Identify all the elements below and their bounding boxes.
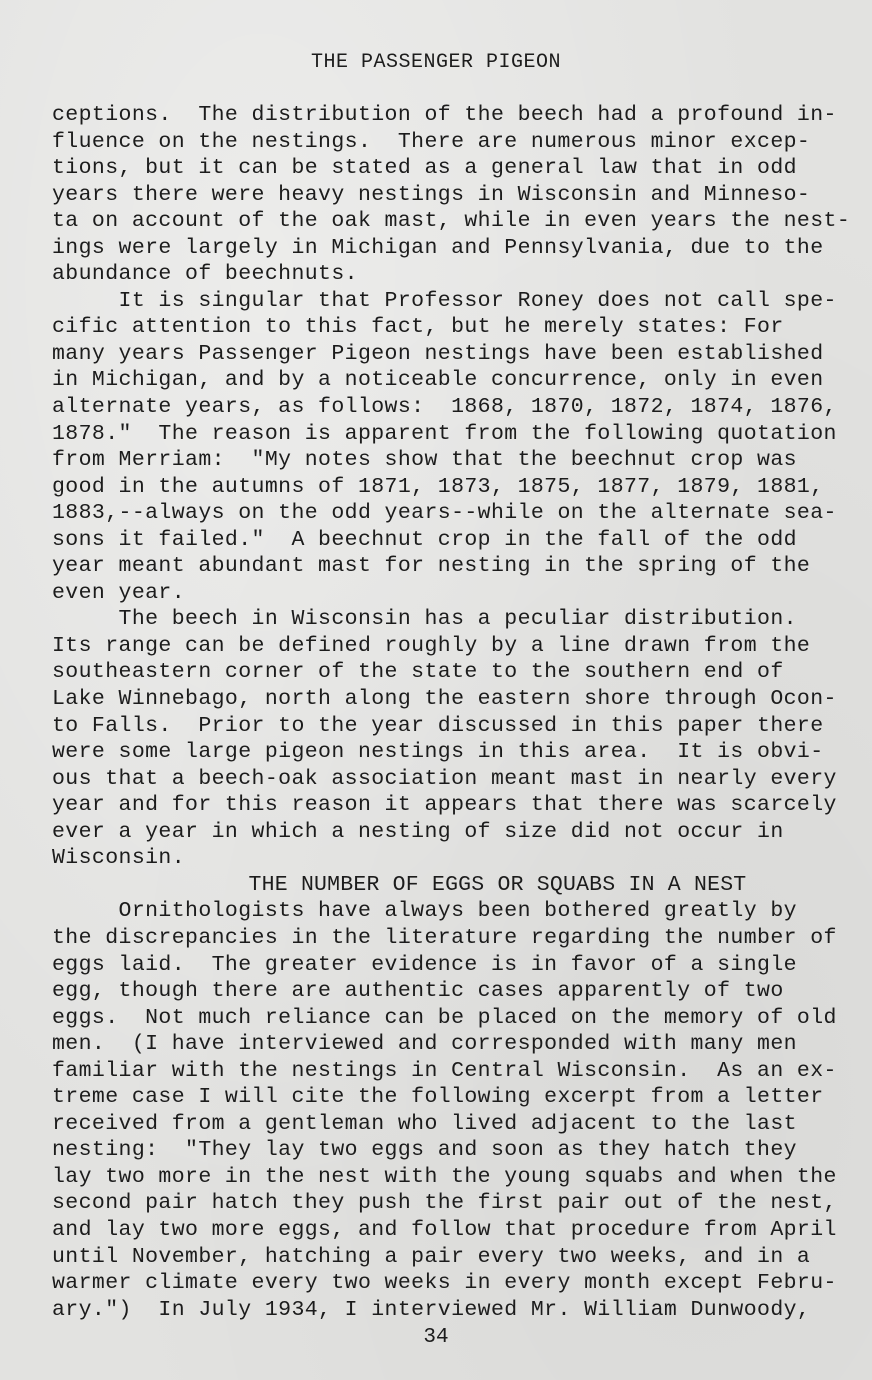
text-line: years there were heavy nestings in Wisconsin and Minneso- xyxy=(52,182,811,207)
text-line: many years Passenger Pigeon nestings have been established xyxy=(52,341,824,366)
text-line: ever a year in which a nesting of size did not occur in xyxy=(52,819,784,844)
text-line: in Michigan, and by a noticeable concurrence, only in even xyxy=(52,368,824,393)
text-line: The beech in Wisconsin has a peculiar distribution. xyxy=(52,607,797,632)
text-line: until November, hatching a pair every two weeks, and in a xyxy=(52,1244,811,1269)
text-line: cific attention to this fact, but he merely states: For xyxy=(52,315,784,340)
text-line: good in the autumns of 1871, 1873, 1875, 1877, 1879, 1881, xyxy=(52,474,824,499)
text-line: Wisconsin. xyxy=(52,846,186,871)
text-line: were some large pigeon nestings in this area. It is obvi- xyxy=(52,740,824,765)
text-line: Ornithologists have always been bothered greatly by xyxy=(52,899,797,924)
text-line: tions, but it can be stated as a general law that in odd xyxy=(52,156,797,181)
section-heading: THE NUMBER OF EGGS OR SQUABS IN A NEST xyxy=(52,872,747,897)
text-line: from Merriam: "My notes show that the beechnut crop was xyxy=(52,448,797,473)
text-line: 1883,--always on the odd years--while on the alternate sea- xyxy=(52,501,837,526)
text-line: egg, though there are authentic cases apparently of two xyxy=(52,979,784,1004)
text-line: It is singular that Professor Roney does not call spe- xyxy=(52,288,837,313)
text-line: eggs. Not much reliance can be placed on the memory of old xyxy=(52,1005,837,1030)
text-line: familiar with the nestings in Central Wisconsin. As an ex- xyxy=(52,1058,837,1083)
text-line: men. (I have interviewed and corresponded with many men xyxy=(52,1032,797,1057)
text-line: treme case I will cite the following excerpt from a letter xyxy=(52,1085,824,1110)
text-line: received from a gentleman who lived adjacent to the last xyxy=(52,1111,797,1136)
text-line: second pair hatch they push the first pair out of the nest, xyxy=(52,1191,837,1216)
text-line: ous that a beech-oak association meant mast in nearly every xyxy=(52,766,837,791)
text-line: alternate years, as follows: 1868, 1870, 1872, 1874, 1876, xyxy=(52,395,837,420)
text-line: year and for this reason it appears that there was scarcely xyxy=(52,793,837,818)
text-line: ings were largely in Michigan and Pennsylvania, due to the xyxy=(52,235,824,260)
body-text xyxy=(52,102,851,1323)
text-line: even year. xyxy=(52,580,186,605)
text-line: lay two more in the nest with the young squabs and when the xyxy=(52,1164,837,1189)
running-header: THE PASSENGER PIGEON xyxy=(310,51,562,74)
text-line: warmer climate every two weeks in every month except Febru- xyxy=(52,1271,837,1296)
text-line: and lay two more eggs, and follow that procedure from April xyxy=(52,1217,837,1242)
text-line: year meant abundant mast for nesting in the spring of the xyxy=(52,554,811,579)
text-line: ta on account of the oak mast, while in even years the nest- xyxy=(52,209,851,234)
text-line: to Falls. Prior to the year discussed in this paper there xyxy=(52,713,824,738)
text-line: nesting: "They lay two eggs and soon as they hatch they xyxy=(52,1138,797,1163)
text-line: 1878." The reason is apparent from the following quotation xyxy=(52,421,837,446)
page-number: 34 xyxy=(423,1326,449,1349)
text-line: eggs laid. The greater evidence is in favor of a single xyxy=(52,952,797,977)
text-line: the discrepancies in the literature regarding the number of xyxy=(52,925,837,950)
text-line: Lake Winnebago, north along the eastern shore through Ocon- xyxy=(52,687,837,712)
text-line: sons it failed." A beechnut crop in the fall of the odd xyxy=(52,527,797,552)
text-line: ary.") In July 1934, I interviewed Mr. William Dunwoody, xyxy=(52,1297,811,1322)
text-line: fluence on the nestings. There are numerous minor excep- xyxy=(52,129,811,154)
text-line: abundance of beechnuts. xyxy=(52,262,358,287)
text-line: ceptions. The distribution of the beech had a profound in- xyxy=(52,103,837,127)
text-line: Its range can be defined roughly by a line drawn from the xyxy=(52,633,811,658)
text-line: southeastern corner of the state to the southern end of xyxy=(52,660,784,685)
